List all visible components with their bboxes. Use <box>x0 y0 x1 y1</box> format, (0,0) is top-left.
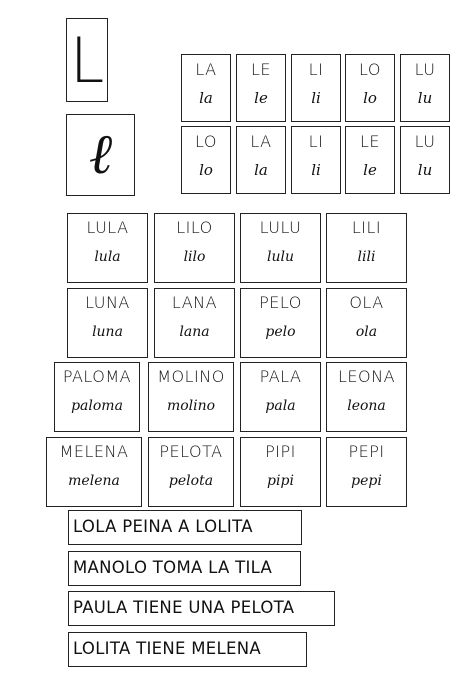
word-card <box>326 362 407 432</box>
word-cursive: lilo <box>183 249 206 265</box>
word-card <box>326 213 407 283</box>
syllable-card <box>291 54 341 122</box>
syllable-card <box>400 54 450 122</box>
syllable-cursive: lu <box>417 89 433 107</box>
word-upper: LANA <box>171 293 218 312</box>
word-upper: MELENA <box>59 442 129 461</box>
syllable-upper: LI <box>308 132 324 151</box>
word-cursive: pepi <box>351 473 382 489</box>
sentence-strip: MANOLO TOMA LA TILA <box>68 551 301 586</box>
word-card <box>46 437 142 507</box>
syllable-upper: LA <box>195 60 217 79</box>
word-upper: OLA <box>349 293 384 312</box>
word-card <box>67 288 148 358</box>
syllable-upper: LA <box>250 132 272 151</box>
syllable-cursive: lo <box>363 89 377 107</box>
syllable-upper: LE <box>359 132 381 151</box>
word-card <box>240 288 321 358</box>
word-cursive: lulu <box>267 249 294 265</box>
word-upper: LILO <box>176 218 213 237</box>
syllable-card <box>345 126 395 194</box>
syllable-upper: LU <box>414 132 436 151</box>
syllable-card <box>345 54 395 122</box>
word-cursive: lana <box>179 324 210 340</box>
word-cursive: lula <box>94 249 121 265</box>
word-upper: PELOTA <box>159 442 223 461</box>
word-upper: PALA <box>259 367 302 386</box>
word-cursive: pelota <box>168 473 214 489</box>
syllable-upper: LO <box>195 132 217 151</box>
word-upper: PALOMA <box>62 367 132 386</box>
syllable-cursive: lu <box>417 161 433 179</box>
sentence-strip: PAULA TIENE UNA PELOTA <box>68 591 335 626</box>
word-upper: LULU <box>259 218 302 237</box>
syllable-upper: LI <box>308 60 324 79</box>
word-card <box>54 362 140 432</box>
word-upper: PIPI <box>265 442 296 461</box>
word-upper: LEONA <box>337 367 396 386</box>
word-card <box>148 437 234 507</box>
word-cursive: pelo <box>265 324 296 340</box>
syllable-cursive: li <box>311 89 321 107</box>
word-card <box>240 437 321 507</box>
word-cursive: pala <box>265 398 296 414</box>
word-upper: LUNA <box>85 293 130 312</box>
syllable-card <box>181 126 231 194</box>
syllable-cursive: le <box>363 161 377 179</box>
word-card <box>326 437 407 507</box>
word-cursive: lili <box>357 249 376 265</box>
syllable-cursive: la <box>199 89 213 107</box>
sentence-strip: LOLITA TIENE MELENA <box>68 632 307 667</box>
word-card <box>326 288 407 358</box>
syllable-card <box>181 54 231 122</box>
word-card <box>148 362 234 432</box>
word-cursive: molino <box>166 398 216 414</box>
syllable-cursive: le <box>254 89 268 107</box>
word-card <box>154 288 235 358</box>
syllable-upper: LE <box>250 60 272 79</box>
word-cursive: pipi <box>267 473 294 489</box>
syllable-card <box>291 126 341 194</box>
word-card <box>240 362 321 432</box>
word-upper: LILI <box>351 218 382 237</box>
word-upper: PEPI <box>348 442 385 461</box>
word-cursive: leona <box>347 398 386 414</box>
word-card <box>67 213 148 283</box>
word-card <box>240 213 321 283</box>
word-upper: PELO <box>259 293 302 312</box>
syllable-upper: LO <box>359 60 381 79</box>
syllable-upper: LU <box>414 60 436 79</box>
syllable-card <box>236 126 286 194</box>
letter-lower: ℓ <box>88 122 113 187</box>
word-upper: MOLINO <box>157 367 225 386</box>
word-upper: LULA <box>86 218 129 237</box>
letter-upper: L <box>69 24 105 97</box>
syllable-card <box>400 126 450 194</box>
syllable-cursive: li <box>311 161 321 179</box>
word-cursive: ola <box>355 324 378 340</box>
word-card <box>154 213 235 283</box>
letter-card-lower <box>66 114 135 196</box>
word-cursive: paloma <box>71 398 123 414</box>
word-cursive: melena <box>68 473 120 489</box>
word-cursive: luna <box>92 324 123 340</box>
syllable-cursive: la <box>254 161 268 179</box>
letter-card-upper <box>66 18 108 102</box>
syllable-cursive: lo <box>199 161 213 179</box>
syllable-card <box>236 54 286 122</box>
sentence-strip: LOLA PEINA A LOLITA <box>68 510 302 545</box>
